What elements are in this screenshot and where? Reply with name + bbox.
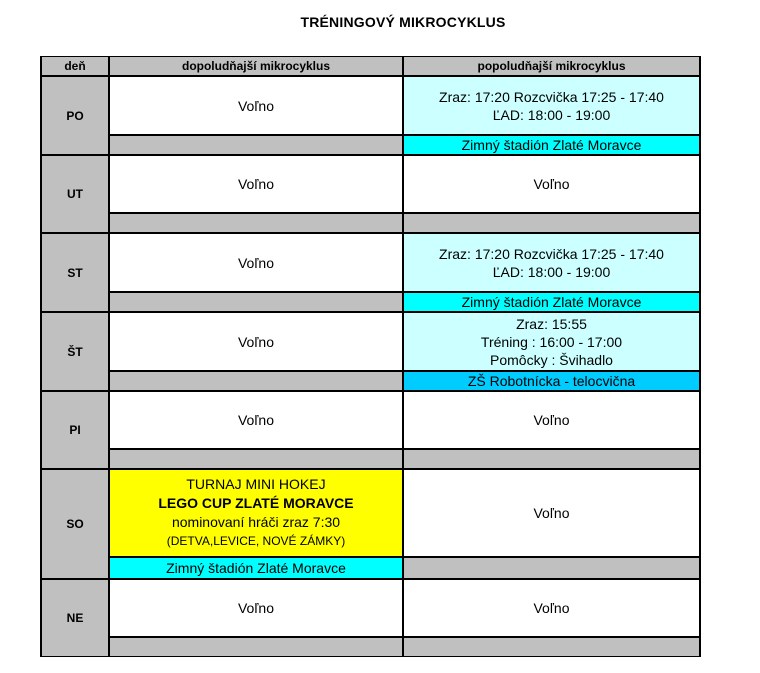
afternoon-note-empty <box>404 558 699 578</box>
afternoon-cell: Voľno <box>404 156 699 212</box>
afternoon-line: ĽAD: 18:00 - 19:00 <box>492 106 611 123</box>
afternoon-cell: Voľno <box>404 580 699 636</box>
header-day: deň <box>42 57 108 75</box>
afternoon-line: ĽAD: 18:00 - 19:00 <box>492 263 611 280</box>
afternoon-line: Zraz: 17:20 Rozcvička 17:25 - 17:40 <box>439 88 664 105</box>
afternoon-note-empty <box>404 214 699 232</box>
day-label: NE <box>42 580 108 656</box>
morning-cell: Voľno <box>110 580 402 636</box>
afternoon-line: Zraz: 17:20 Rozcvička 17:25 - 17:40 <box>439 245 664 262</box>
morning-cell: Voľno <box>110 156 402 212</box>
tournament-name: LEGO CUP ZLATÉ MORAVCE <box>158 495 354 511</box>
morning-cell: Voľno <box>110 313 402 370</box>
day-label: PO <box>42 77 108 154</box>
afternoon-cell: Voľno <box>404 392 699 448</box>
morning-cell: Voľno <box>110 392 402 448</box>
morning-cell: Voľno <box>110 77 402 134</box>
afternoon-cell <box>404 313 699 370</box>
morning-note-empty <box>110 450 402 468</box>
tournament-teams: (DETVA,LEVICE, NOVÉ ZÁMKY) <box>166 534 346 548</box>
morning-location: Zimný štadión Zlaté Moravce <box>110 558 402 578</box>
page-title: TRÉNINGOVÝ MIKROCYKLUS <box>300 14 506 30</box>
morning-note-empty <box>110 372 402 390</box>
afternoon-cell: Voľno <box>404 470 699 556</box>
day-label: PI <box>42 392 108 468</box>
schedule-table <box>40 56 701 657</box>
afternoon-cell <box>404 234 699 291</box>
afternoon-line: Pomôcky : Švihadlo <box>490 351 613 368</box>
tournament-meeting: nominovaní hráči zraz 7:30 <box>171 514 341 530</box>
afternoon-location: ZŠ Robotnícka - telocvična <box>404 372 699 390</box>
day-label: ŠT <box>42 313 108 390</box>
morning-note-empty <box>110 136 402 154</box>
header-afternoon: popoludňajší mikrocyklus <box>404 57 699 75</box>
header-morning: dopoludňajší mikrocyklus <box>110 57 402 75</box>
afternoon-cell <box>404 77 699 134</box>
morning-note-empty <box>110 638 402 656</box>
tournament-cell <box>110 470 402 556</box>
afternoon-line: Tréning : 16:00 - 17:00 <box>480 333 623 350</box>
morning-note-empty <box>110 214 402 232</box>
afternoon-note-empty <box>404 450 699 468</box>
afternoon-note-empty <box>404 638 699 656</box>
afternoon-location: Zimný štadión Zlaté Moravce <box>404 136 699 154</box>
morning-cell: Voľno <box>110 234 402 291</box>
day-label: UT <box>42 156 108 232</box>
afternoon-line: Zraz: 15:55 <box>516 315 587 332</box>
tournament-title: TURNAJ MINI HOKEJ <box>186 476 326 492</box>
day-label: SO <box>42 470 108 578</box>
day-label: ST <box>42 234 108 311</box>
morning-note-empty <box>110 293 402 311</box>
afternoon-location: Zimný štadión Zlaté Moravce <box>404 293 699 311</box>
